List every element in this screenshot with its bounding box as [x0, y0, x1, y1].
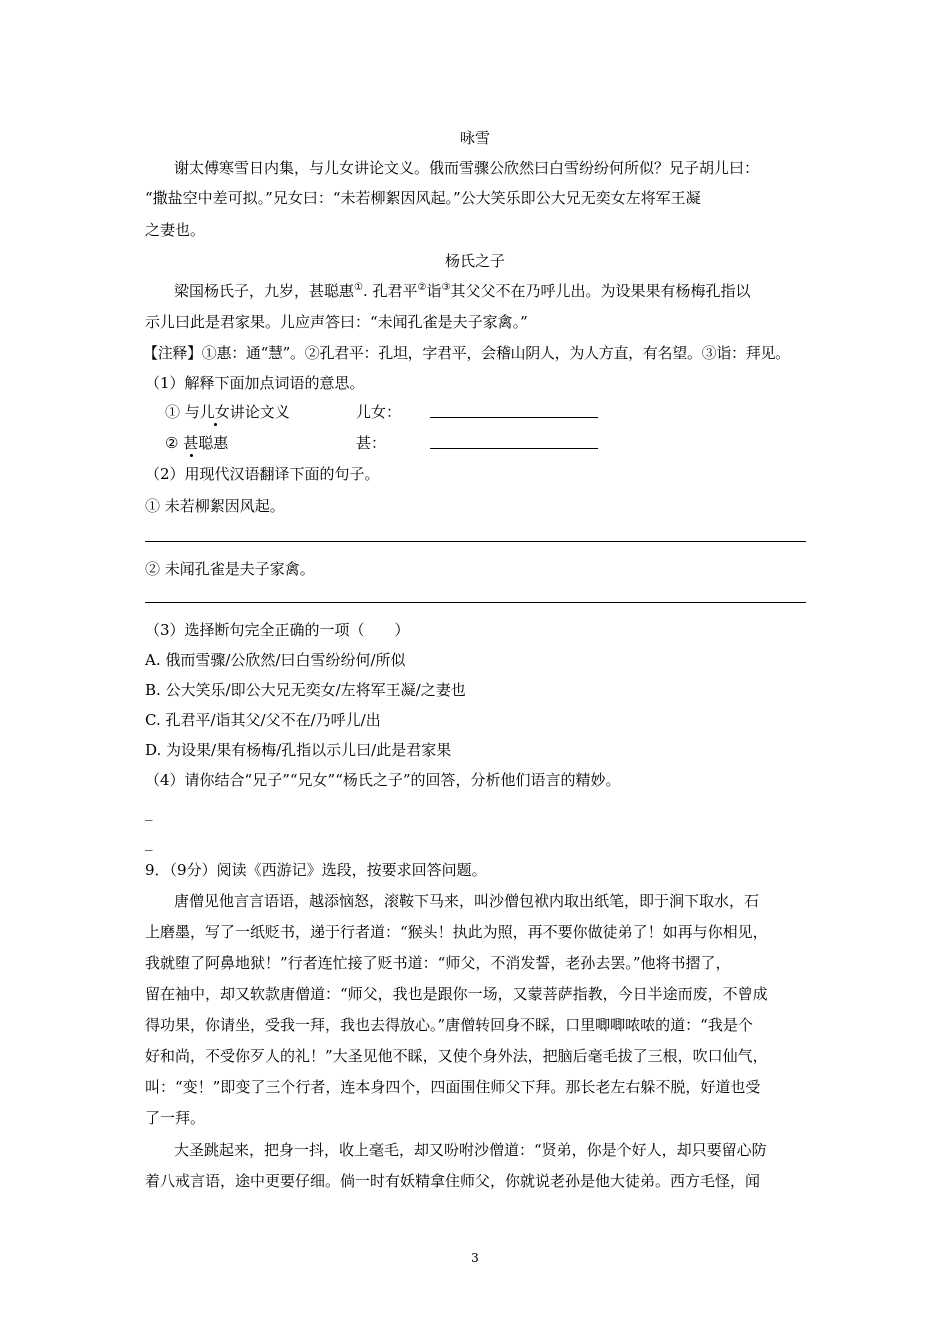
question-2-sentence-2: ② 未闻孔雀是夫子家禽。: [145, 560, 315, 578]
poem-text-line: 谢太傅寒雪日内集，与儿女讲论文义。俄而雪骤公欣然曰白雪纷纷何所似？兄子胡儿曰：: [174, 159, 760, 177]
answer-dash[interactable]: _: [145, 803, 153, 821]
poem-text-segment: . 孔君平: [362, 282, 418, 300]
option-c[interactable]: C. 孔君平/诣其父/父不在/乃呼儿/出: [145, 711, 381, 729]
poem-text-line: 示儿曰此是君家果。儿应声答曰：“未闻孔雀是夫子家禽。”: [145, 313, 528, 331]
passage-line: 得功果，你请坐，受我一拜，我也去得放心。”唐僧转回身不睬，口里唧唧哝哝的道：“我是个: [145, 1016, 753, 1034]
dotted-word: 儿女: [199, 403, 230, 421]
item-prefix: ②: [165, 434, 184, 452]
poem-text-line: “撒盐空中差可拟。”兄女曰：“未若柳絮因风起。”公大笑乐即公大兄无奕女左将军王凝: [145, 189, 701, 207]
question-1-term-1: 儿女：: [356, 403, 402, 421]
passage-line: 好和尚，不受你歹人的礼！”大圣见他不睬，又使个身外法，把脑后毫毛拔了三根，吹口仙气，: [145, 1047, 768, 1065]
footnote-marker: ③: [441, 282, 451, 293]
passage-line: 我就堕了阿鼻地狱！”行者连忙接了贬书道：“师父，不消发誓，老孙去罢。”他将书摺了，: [145, 954, 731, 972]
page-number: 3: [471, 1251, 479, 1265]
answer-line[interactable]: [145, 602, 806, 603]
dotted-word: 甚: [183, 434, 199, 452]
poem-text-line: 之妻也。: [145, 221, 206, 239]
question-9-heading: 9．（9分）阅读《西游记》选段，按要求回答问题。: [145, 861, 487, 879]
footnote-marker: ①: [354, 282, 363, 293]
option-d[interactable]: D. 为设果/果有杨梅/孔指以示儿曰/此是君家果: [145, 741, 452, 759]
question-1-item-1: [165, 402, 290, 422]
annotation-notes: 【注释】①惠：通“慧”。②孔君平：孔坦，字君平，会稽山阴人，为人方直，有名望。③诣：拜见。: [143, 344, 790, 362]
item-suffix: 聪惠: [198, 434, 229, 452]
passage-line: 叫：“变！”即变了三个行者，连本身四个，四面围住师父下拜。那长老左右躲不脱，好道也受: [145, 1078, 761, 1096]
option-a[interactable]: A. 俄而雪骤/公欣然/曰白雪纷纷何/所似: [145, 651, 406, 669]
poem-title-yongxue: 咏雪: [459, 129, 490, 147]
item-prefix: ① 与: [165, 403, 200, 421]
passage-line: 唐僧见他言言语语，越添恼怒，滚鞍下马来，叫沙僧包袱内取出纸笔，即于涧下取水，石: [174, 892, 760, 910]
question-1-term-2: 甚：: [356, 434, 387, 452]
answer-blank[interactable]: [430, 448, 598, 449]
poem-title-yangshizhizi: 杨氏之子: [444, 252, 505, 270]
item-suffix: 讲论文义: [229, 403, 290, 421]
answer-line[interactable]: [145, 541, 806, 542]
question-1-prompt: （1）解释下面加点词语的意思。: [145, 374, 365, 392]
question-4-prompt: （4）请你结合“兄子”“兄女”“杨氏之子”的回答，分析他们语言的精妙。: [145, 771, 621, 789]
passage-line: 了一拜。: [145, 1109, 206, 1127]
poem-text-segment: 诣: [426, 282, 442, 300]
passage-line: 大圣跳起来，把身一抖，收上毫毛，却又吩咐沙僧道：“贤弟，你是个好人，却只要留心防: [174, 1141, 767, 1159]
question-3-prompt: （3）选择断句完全正确的一项（ ）: [145, 621, 410, 639]
passage-line: 留在袖中，却又软款唐僧道：“师父，我也是跟你一场，又蒙菩萨指教，今日半途而废，不曾成: [145, 985, 768, 1003]
poem-text-segment: 梁国杨氏子，九岁，甚聪惠: [174, 282, 355, 300]
answer-blank[interactable]: [430, 417, 598, 418]
question-1-item-2: [165, 433, 228, 453]
poem-text-segment: 其父父不在乃呼儿出。为设果果有杨梅孔指以: [450, 282, 751, 300]
poem-text-line: [174, 281, 751, 301]
passage-line: 着八戒言语，途中更要仔细。倘一时有妖精拿住师父，你就说老孙是他大徒弟。西方毛怪，闻: [145, 1172, 761, 1190]
footnote-marker: ②: [417, 282, 427, 293]
answer-dash[interactable]: _: [145, 833, 153, 851]
option-b[interactable]: B. 公大笑乐/即公大兄无奕女/左将军王凝/之妻也: [145, 681, 466, 699]
question-2-prompt: （2）用现代汉语翻译下面的句子。: [145, 465, 380, 483]
passage-line: 上磨墨，写了一纸贬书，递于行者道：“猴头！执此为照，再不要你做徒弟了！如再与你相见，: [145, 923, 768, 941]
question-2-sentence-1: ① 未若柳絮因风起。: [145, 497, 285, 515]
